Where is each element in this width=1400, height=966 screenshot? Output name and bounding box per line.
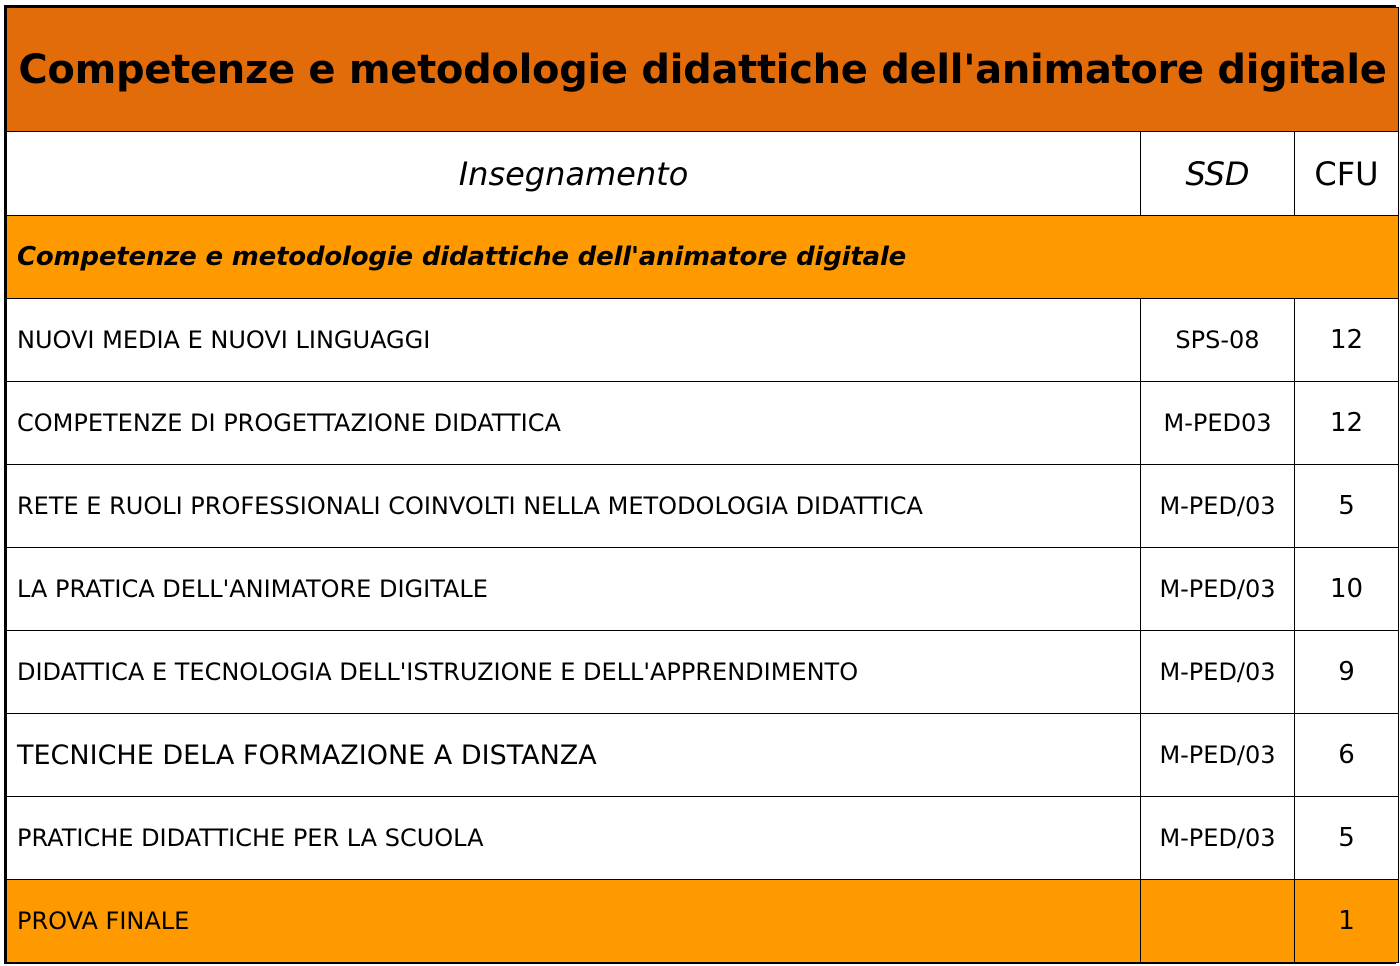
header-insegnamento: Insegnamento: [7, 132, 1141, 216]
course-name: LA PRATICA DELL'ANIMATORE DIGITALE: [7, 548, 1141, 631]
course-name: COMPETENZE DI PROGETTAZIONE DIDATTICA: [7, 382, 1141, 465]
course-cfu: 6: [1295, 714, 1399, 797]
course-ssd: SPS-08: [1141, 299, 1295, 382]
table-row: [7, 714, 1399, 797]
curriculum-table: [6, 7, 1399, 963]
course-cfu: 5: [1295, 465, 1399, 548]
curriculum-sheet: [4, 5, 1396, 964]
table-row: [7, 465, 1399, 548]
header-ssd: SSD: [1141, 132, 1295, 216]
course-name: NUOVI MEDIA E NUOVI LINGUAGGI: [7, 299, 1141, 382]
section-label: Competenze e metodologie didattiche dell'animatore digitale: [7, 216, 1399, 299]
course-cfu: 12: [1295, 382, 1399, 465]
course-cfu: 10: [1295, 548, 1399, 631]
course-name: RETE E RUOLI PROFESSIONALI COINVOLTI NELLA METODOLOGIA DIDATTICA: [7, 465, 1141, 548]
course-name: PRATICHE DIDATTICHE PER LA SCUOLA: [7, 797, 1141, 880]
course-ssd: M-PED/03: [1141, 631, 1295, 714]
course-cfu: 5: [1295, 797, 1399, 880]
header-row: [7, 132, 1399, 216]
course-ssd: M-PED/03: [1141, 548, 1295, 631]
final-exam-ssd: [1141, 880, 1295, 963]
final-exam-row: [7, 880, 1399, 963]
course-ssd: M-PED/03: [1141, 714, 1295, 797]
table-row: [7, 548, 1399, 631]
title-row: [7, 8, 1399, 132]
table-title: Competenze e metodologie didattiche dell'animatore digitale: [7, 8, 1399, 132]
final-exam-cfu: 1: [1295, 880, 1399, 963]
table-row: [7, 797, 1399, 880]
table-row: [7, 382, 1399, 465]
course-name: TECNICHE DELA FORMAZIONE A DISTANZA: [7, 714, 1141, 797]
course-ssd: M-PED/03: [1141, 797, 1295, 880]
table-row: [7, 631, 1399, 714]
final-exam-name: PROVA FINALE: [7, 880, 1141, 963]
course-cfu: 12: [1295, 299, 1399, 382]
course-cfu: 9: [1295, 631, 1399, 714]
course-ssd: M-PED/03: [1141, 465, 1295, 548]
course-ssd: M-PED03: [1141, 382, 1295, 465]
header-cfu: CFU: [1295, 132, 1399, 216]
table-row: [7, 299, 1399, 382]
section-row: [7, 216, 1399, 299]
course-name: DIDATTICA E TECNOLOGIA DELL'ISTRUZIONE E DELL'APPRENDIMENTO: [7, 631, 1141, 714]
